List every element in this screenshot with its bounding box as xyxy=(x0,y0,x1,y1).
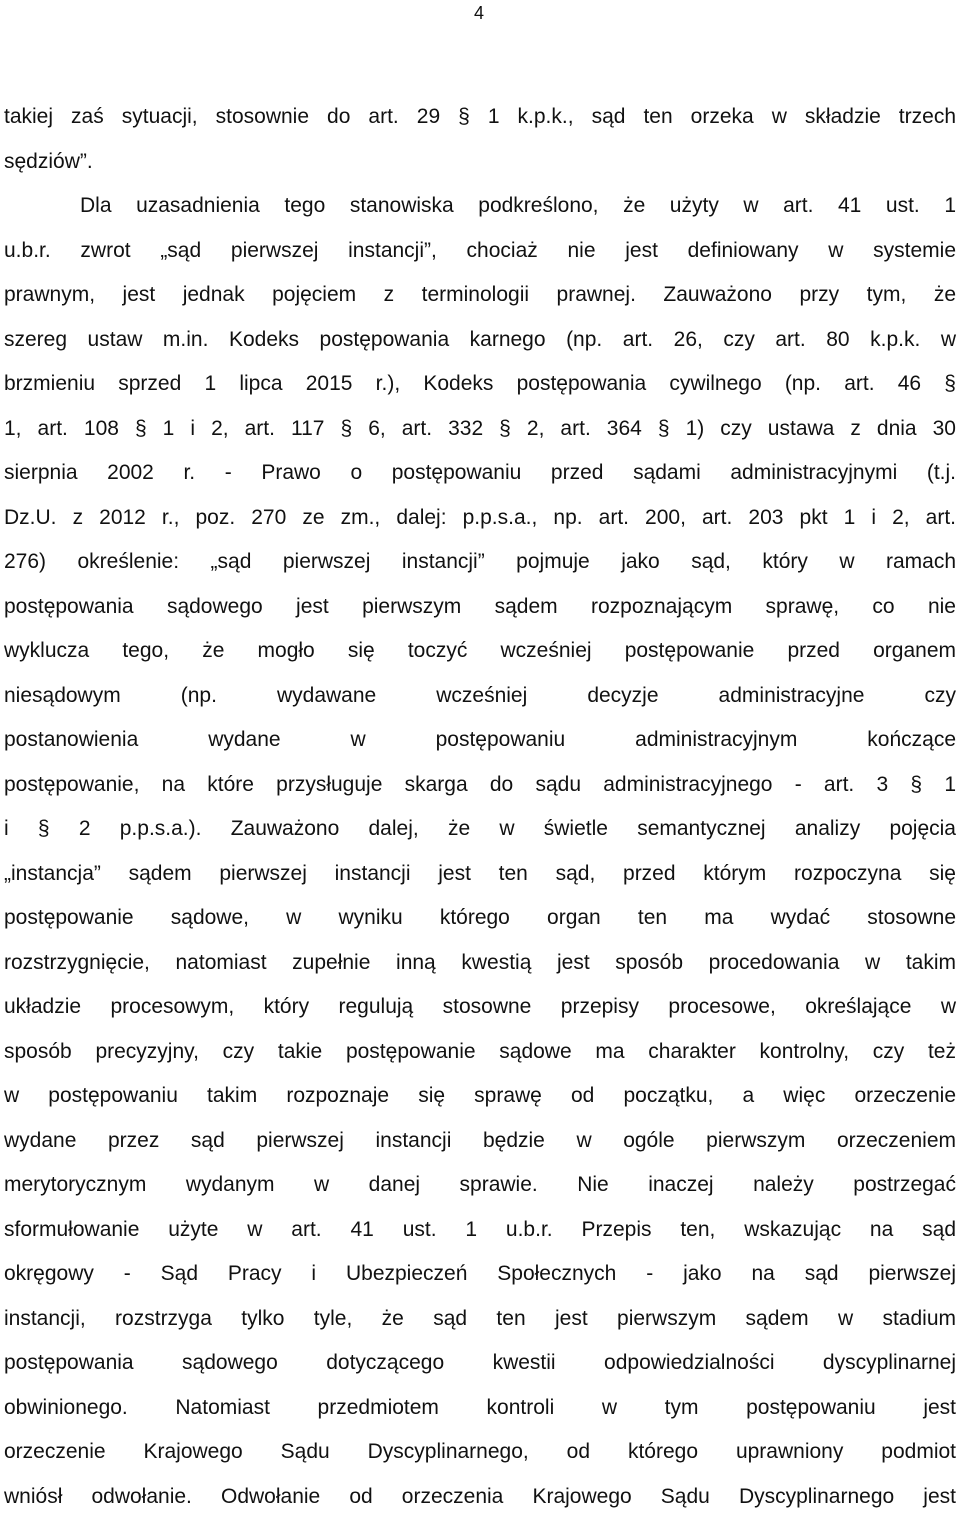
text-line: Dla uzasadnienia tego stanowiska podkreślono, że użyty w art. 41 ust. 1 xyxy=(4,184,956,229)
text-line: sierpnia 2002 r. - Prawo o postępowaniu przed sądami administracyjnymi (t.j. xyxy=(4,451,956,496)
text-line: postępowania sądowego dotyczącego kwestii odpowiedzialności dyscyplinarnej xyxy=(4,1341,956,1386)
text-line: brzmieniu sprzed 1 lipca 2015 r.), Kodeks postępowania cywilnego (np. art. 46 § xyxy=(4,362,956,407)
text-line: „instancja” sądem pierwszej instancji jest ten sąd, przed którym rozpoczyna się xyxy=(4,852,956,897)
page-number: 4 xyxy=(474,2,484,24)
text-line: wyklucza tego, że mogło się toczyć wcześniej postępowanie przed organem xyxy=(4,629,956,674)
text-line: postępowanie sądowe, w wyniku którego organ ten ma wydać stosowne xyxy=(4,896,956,941)
text-line: okręgowy - Sąd Pracy i Ubezpieczeń Społecznych - jako na sąd pierwszej xyxy=(4,1252,956,1297)
text-line: orzeczenie Krajowego Sądu Dyscyplinarnego, od którego uprawniony podmiot xyxy=(4,1430,956,1475)
text-line: postanowienia wydane w postępowaniu administracyjnym kończące xyxy=(4,718,956,763)
text-line: postępowania sądowego jest pierwszym sądem rozpoznającym sprawę, co nie xyxy=(4,585,956,630)
text-line: niesądowym (np. wydawane wcześniej decyzje administracyjne czy xyxy=(4,674,956,719)
text-line: sposób precyzyjny, czy takie postępowanie sądowe ma charakter kontrolny, czy też xyxy=(4,1030,956,1075)
text-line: prawnym, jest jednak pojęciem z terminologii prawnej. Zauważono przy tym, że xyxy=(4,273,956,318)
text-line: szereg ustaw m.in. Kodeks postępowania karnego (np. art. 26, czy art. 80 k.p.k. w xyxy=(4,318,956,363)
text-line: wniósł odwołanie. Odwołanie od orzeczenia Krajowego Sądu Dyscyplinarnego jest xyxy=(4,1475,956,1519)
text-line: sformułowanie użyte w art. 41 ust. 1 u.b.r. Przepis ten, wskazując na sąd xyxy=(4,1208,956,1253)
text-line: 1, art. 108 § 1 i 2, art. 117 § 6, art. 332 § 2, art. 364 § 1) czy ustawa z dnia 30 xyxy=(4,407,956,452)
text-line: w postępowaniu takim rozpoznaje się sprawę od początku, a więc orzeczenie xyxy=(4,1074,956,1119)
text-line: merytorycznym wydanym w danej sprawie. Nie inaczej należy postrzegać xyxy=(4,1163,956,1208)
text-line: rozstrzygnięcie, natomiast zupełnie inną kwestią jest sposób procedowania w takim xyxy=(4,941,956,986)
text-line: i § 2 p.p.s.a.). Zauważono dalej, że w świetle semantycznej analizy pojęcia xyxy=(4,807,956,852)
text-line: instancji, rozstrzyga tylko tyle, że sąd ten jest pierwszym sądem w stadium xyxy=(4,1297,956,1342)
text-line: układzie procesowym, który regulują stosowne przepisy procesowe, określające w xyxy=(4,985,956,1030)
text-line: wydane przez sąd pierwszej instancji będzie w ogóle pierwszym orzeczeniem xyxy=(4,1119,956,1164)
text-line: 276) określenie: „sąd pierwszej instancji” pojmuje jako sąd, który w ramach xyxy=(4,540,956,585)
text-line: takiej zaś sytuacji, stosownie do art. 29 § 1 k.p.k., sąd ten orzeka w składzie trzech xyxy=(4,95,956,140)
text-line: obwinionego. Natomiast przedmiotem kontroli w tym postępowaniu jest xyxy=(4,1386,956,1431)
text-line: postępowanie, na które przysługuje skarga do sądu administracyjnego - art. 3 § 1 xyxy=(4,763,956,808)
text-line: u.b.r. zwrot „sąd pierwszej instancji”, chociaż nie jest definiowany w systemie xyxy=(4,229,956,274)
body-text xyxy=(4,95,956,1519)
text-line: Dz.U. z 2012 r., poz. 270 ze zm., dalej: p.p.s.a., np. art. 200, art. 203 pkt 1 i 2, art. xyxy=(4,496,956,541)
text-line: sędziów”. xyxy=(4,140,956,185)
